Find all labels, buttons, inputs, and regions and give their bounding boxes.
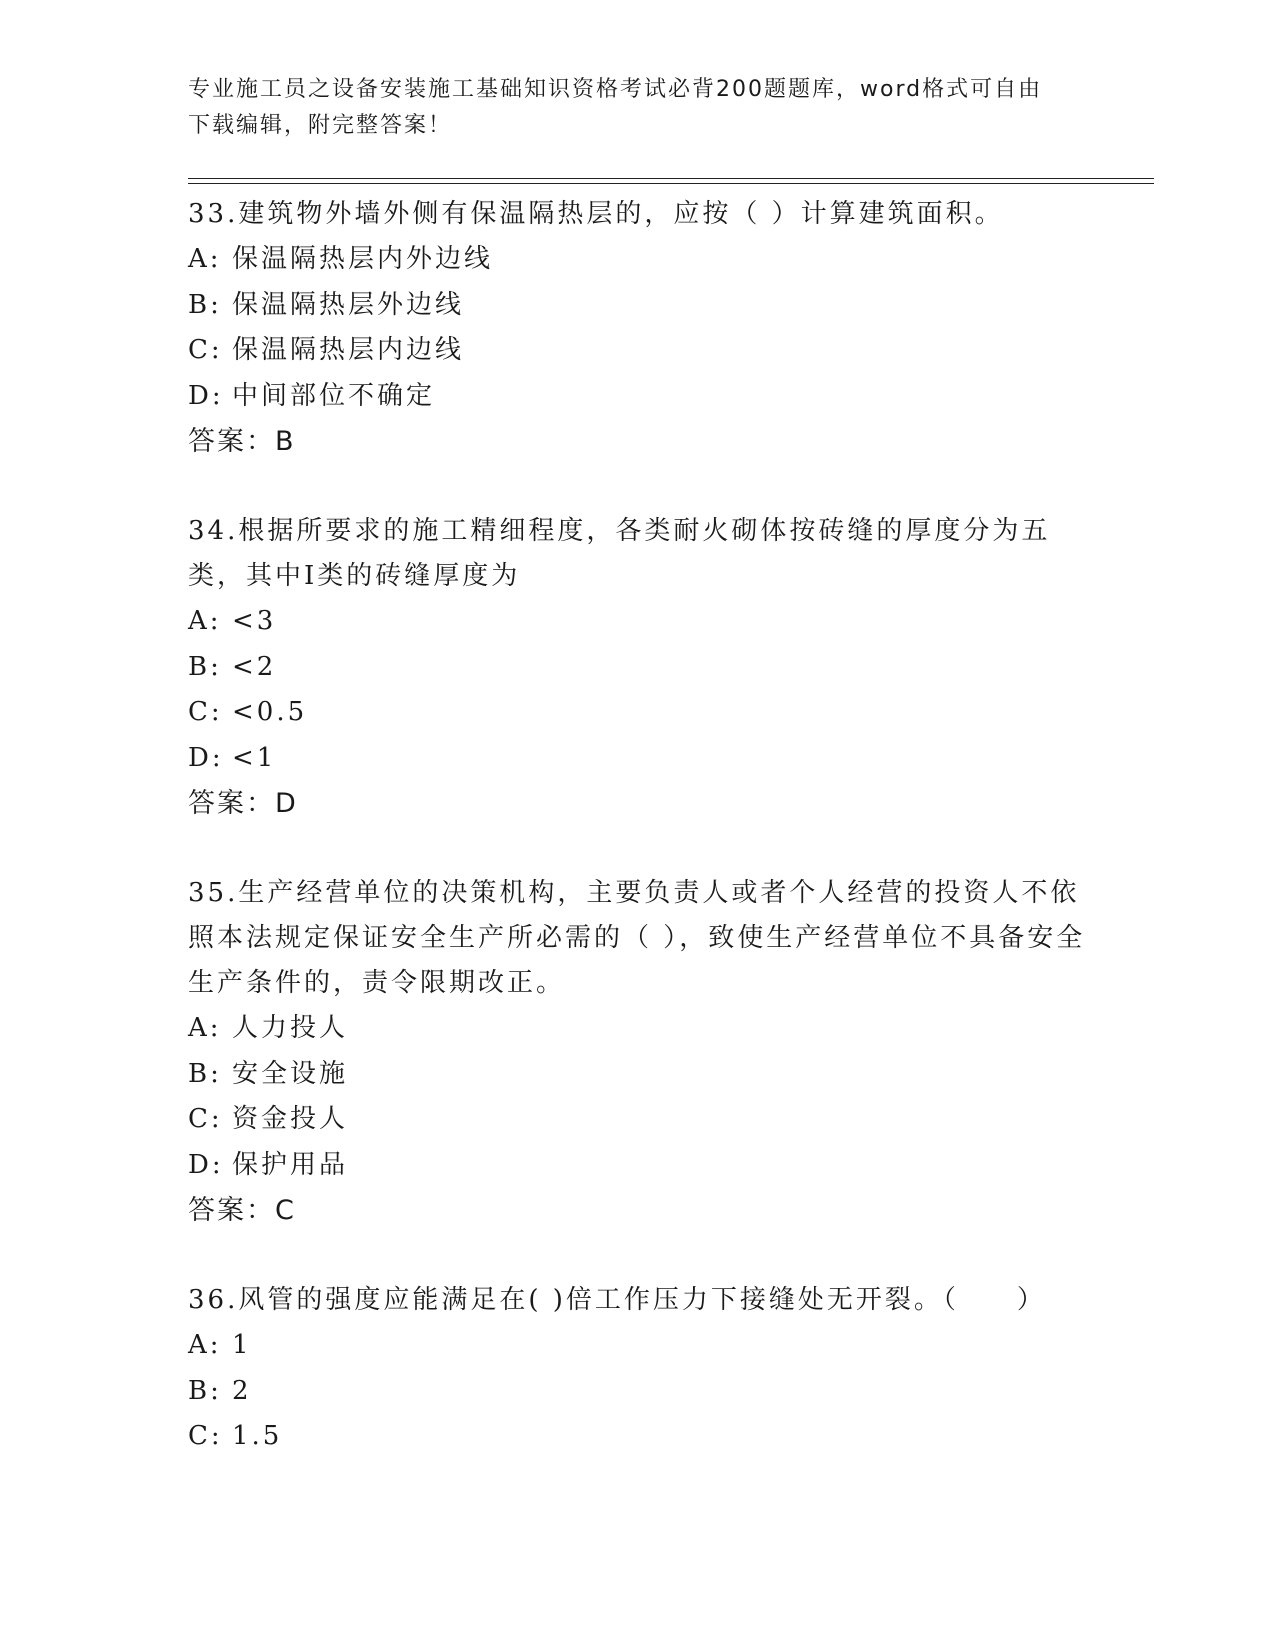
answer-line: 答案：B	[188, 426, 296, 457]
option-text: 中间部位不确定	[232, 380, 436, 411]
option-text: 1.5	[232, 1421, 283, 1451]
option-b	[188, 283, 1088, 329]
header-line-2: 下载编辑，附完整答案！	[188, 113, 453, 138]
option-letter: A:	[188, 606, 222, 636]
option-text: 人力投人	[232, 1013, 349, 1043]
option-letter: C:	[188, 1421, 223, 1451]
question-stem: 33.建筑物外墙外侧有保温隔热层的，应按（ ）计算建筑面积。	[188, 199, 1004, 229]
option-letter: C:	[188, 1104, 223, 1134]
option-c	[188, 690, 1088, 736]
question-36	[188, 1278, 1088, 1460]
option-a	[188, 1323, 1088, 1369]
option-letter: A:	[188, 1013, 222, 1043]
header-line-1: 专业施工员之设备安装施工基础知识资格考试必背200题题库，word格式可自由	[188, 77, 1043, 102]
question-33	[188, 192, 1088, 465]
question-list	[188, 192, 1088, 1504]
option-d	[188, 1143, 1088, 1189]
option-a	[188, 237, 1088, 283]
option-c	[188, 1414, 1088, 1460]
question-34	[188, 509, 1088, 827]
option-text: <0.5	[232, 697, 308, 727]
option-letter: C:	[188, 697, 223, 727]
question-35	[188, 871, 1088, 1234]
question-stem: 36.风管的强度应能满足在( )倍工作压力下接缝处无开裂。（ ）	[188, 1285, 1046, 1315]
option-text: 2	[232, 1375, 252, 1406]
header-divider-top	[188, 178, 1154, 179]
option-letter: B:	[188, 289, 222, 320]
header-divider-bottom	[188, 183, 1154, 184]
option-text: <1	[232, 742, 277, 773]
option-c	[188, 328, 1088, 374]
option-letter: B:	[188, 1058, 222, 1089]
option-d	[188, 374, 1088, 420]
option-letter: A:	[188, 1330, 222, 1360]
option-text: 保护用品	[232, 1149, 349, 1180]
option-b	[188, 1369, 1088, 1415]
option-b	[188, 1052, 1088, 1098]
option-text: <3	[232, 606, 277, 636]
answer-line: 答案：C	[188, 1195, 296, 1226]
option-text: 安全设施	[232, 1058, 349, 1089]
option-c	[188, 1097, 1088, 1143]
question-stem: 35.生产经营单位的决策机构，主要负责人或者个人经营的投资人不依照本法规定保证安全生产所必需的（ ），致使生产经营单位不具备安全生产条件的，责令限期改正。	[188, 878, 1086, 998]
option-text: <2	[232, 651, 277, 682]
option-letter: D:	[188, 380, 224, 411]
option-letter: B:	[188, 1375, 222, 1406]
option-text: 保温隔热层内外边线	[232, 244, 494, 274]
answer-line: 答案：D	[188, 788, 298, 819]
option-b	[188, 645, 1088, 691]
option-letter: D:	[188, 1149, 224, 1180]
option-letter: C:	[188, 335, 223, 365]
option-text: 1	[232, 1330, 252, 1360]
option-d	[188, 736, 1088, 782]
option-letter: D:	[188, 742, 224, 773]
option-text: 资金投人	[232, 1104, 349, 1134]
option-letter: B:	[188, 651, 222, 682]
option-text: 保温隔热层内边线	[232, 335, 465, 365]
option-text: 保温隔热层外边线	[232, 289, 465, 320]
option-a	[188, 1006, 1088, 1052]
document-header	[188, 72, 1088, 144]
option-letter: A:	[188, 244, 222, 274]
question-stem: 34.根据所要求的施工精细程度，各类耐火砌体按砖缝的厚度分为五类，其中Ⅰ类的砖缝厚度为	[188, 516, 1051, 591]
option-a	[188, 599, 1088, 645]
